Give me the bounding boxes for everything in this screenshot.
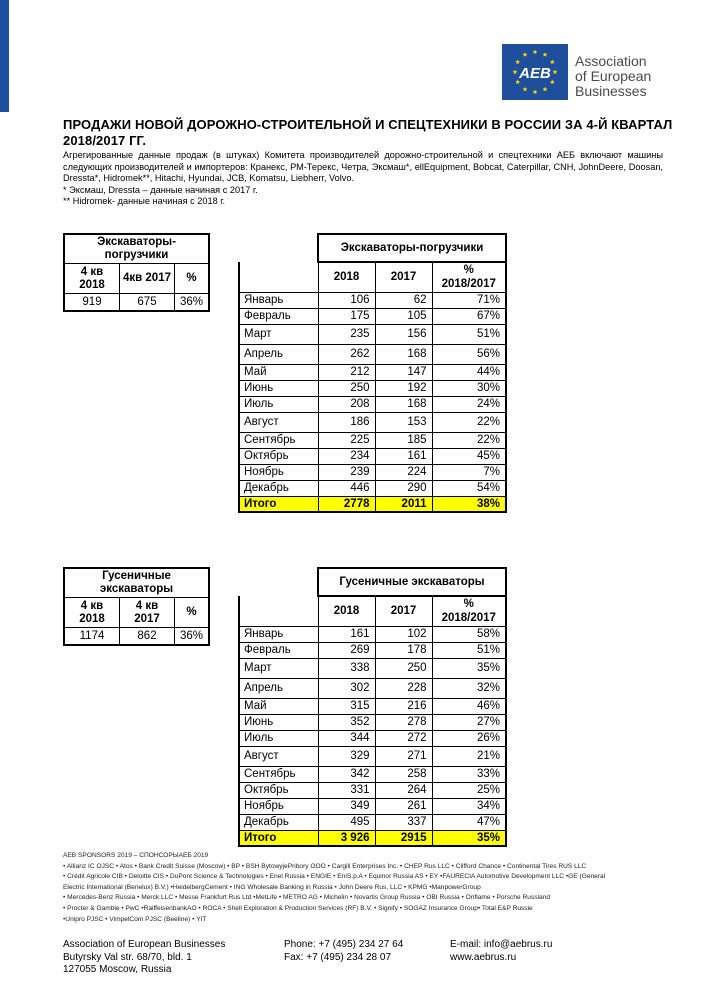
value-2017-cell: 105 [375,308,432,324]
footer-line: 127055 Moscow, Russia [63,964,172,975]
month-cell: Октябрь [239,782,318,798]
value-2018-cell: 175 [318,308,375,324]
footer-website[interactable]: www.aebrus.ru [450,951,517,963]
sponsors-line: •Unipro PJSC • VimpelCom PJSC (Beeline) • YIT [63,915,207,923]
value-2017-cell: 228 [375,678,432,698]
summary-title: Экскаваторы-погрузчики [64,234,209,264]
intro-footnote: * Эксмаш, Dressta – данные начиная с 2017 г. [63,184,258,195]
pct-cell: 21% [432,746,506,766]
month-cell: Февраль [239,642,318,658]
total-label: Итого [239,830,318,846]
pct-cell: 33% [432,766,506,782]
summary-table-crawler [63,567,210,646]
value-2018-cell: 250 [318,380,375,396]
total-row [239,830,506,846]
star-icon [523,87,528,92]
month-cell: Июнь [239,714,318,730]
total-row [239,496,506,512]
value-2017-cell: 337 [375,814,432,830]
logo-text [575,54,651,99]
value-2017-cell: 153 [375,412,432,432]
table-row [239,344,506,364]
pct-cell: 54% [432,480,506,496]
monthly-table-crawler [238,567,507,847]
table-row [239,642,506,658]
pct-cell: 46% [432,698,506,714]
table-row [239,658,506,678]
summary-header: % [175,598,210,628]
logo-line: of European [575,68,652,84]
value-2017-cell: 264 [375,782,432,798]
table-row [239,448,506,464]
month-cell: Апрель [239,678,318,698]
summary-value: 675 [120,294,175,312]
footer-phones [284,939,403,964]
month-cell: Декабрь [239,814,318,830]
star-icon [523,52,528,57]
total-value: 2915 [375,830,432,846]
star-icon [543,87,548,92]
table-row [239,730,506,746]
value-2017-cell: 102 [375,626,432,642]
month-cell: Июль [239,396,318,412]
table-row [239,746,506,766]
table-row [239,782,506,798]
star-icon [550,59,555,64]
footer-line: Butyrsky Val str. 68/70, bld. 1 [63,951,192,963]
value-2018-cell: 239 [318,464,375,480]
summary-header: 4 кв 2018 [64,264,120,294]
summary-title: Гусеничные экскаваторы [64,568,209,598]
monthly-header: % 2018/2017 [432,596,506,626]
month-cell: Сентябрь [239,432,318,448]
table-row [239,464,506,480]
total-value: 2011 [375,496,432,512]
value-2018-cell: 315 [318,698,375,714]
value-2018-cell: 302 [318,678,375,698]
value-2017-cell: 62 [375,292,432,308]
table-row [239,480,506,496]
value-2017-cell: 258 [375,766,432,782]
pct-cell: 56% [432,344,506,364]
value-2018-cell: 352 [318,714,375,730]
summary-header: 4кв 2017 [120,264,175,294]
month-cell: Март [239,324,318,344]
pct-cell: 26% [432,730,506,746]
aeb-logo [502,44,568,100]
pct-cell: 47% [432,814,506,830]
value-2018-cell: 235 [318,324,375,344]
monthly-header: 2017 [375,262,432,292]
star-icon [533,89,538,94]
star-icon [533,49,538,54]
value-2017-cell: 290 [375,480,432,496]
table-row [239,308,506,324]
footer-address [63,939,225,977]
monthly-header: 2018 [318,262,375,292]
value-2017-cell: 261 [375,798,432,814]
month-cell: Октябрь [239,448,318,464]
value-2018-cell: 342 [318,766,375,782]
value-2017-cell: 168 [375,396,432,412]
value-2018-cell: 186 [318,412,375,432]
value-2018-cell: 269 [318,642,375,658]
value-2017-cell: 147 [375,364,432,380]
value-2017-cell: 224 [375,464,432,480]
month-cell: Апрель [239,344,318,364]
value-2018-cell: 212 [318,364,375,380]
footer-line: Fax: +7 (495) 234 28 07 [284,951,392,963]
pct-cell: 58% [432,626,506,642]
intro-text [63,150,663,208]
month-cell: Июль [239,730,318,746]
monthly-header: % 2018/2017 [432,262,506,292]
table-row [239,766,506,782]
value-2018-cell: 225 [318,432,375,448]
value-2018-cell: 495 [318,814,375,830]
summary-value: 919 [64,294,120,312]
month-cell: Август [239,746,318,766]
summary-header: 4 кв 2018 [64,598,120,628]
pct-cell: 24% [432,396,506,412]
monthly-header: 2018 [318,596,375,626]
star-icon [553,69,558,74]
table-row [239,698,506,714]
monthly-title: Экскаваторы-погрузчики [318,234,506,262]
monthly-header: 2017 [375,596,432,626]
value-2018-cell: 329 [318,746,375,766]
table-row [239,324,506,344]
value-2018-cell: 161 [318,626,375,642]
pct-cell: 25% [432,782,506,798]
summary-header: 4 кв 2017 [120,598,175,628]
sponsors-line: Electric International (Benelux) B.V.) •HeidelbergCement • ING Wholesale Banking in Russia • John Deere Rus, LLC • KPMG •ManpowerGroup [63,883,481,891]
sponsors-line: AEB SPONSORS 2019 – СПОНСОРЫАЕБ 2019 [63,852,209,859]
total-value: 3 926 [318,830,375,846]
intro-paragraph: Агрегированные данные продаж (в штуках) Комитета производителей дорожно-строительной и спецтехники АЕБ включают машины следующих производителей и импортеров: Кранекс, РМ-Терекс, Четра, Эксмаш*, ellEquipment, Bobcat, Caterpillar, CNH, JohnDeere, Doosan, Dressta*, Hidromek**, Hitachi, Hyundai, JCB, Komatsu, Liebherr, Volvo. [63,150,663,183]
pct-cell: 34% [432,798,506,814]
month-cell: Июнь [239,380,318,396]
table-row [239,412,506,432]
value-2018-cell: 234 [318,448,375,464]
month-cell: Февраль [239,308,318,324]
pct-cell: 35% [432,658,506,678]
value-2018-cell: 106 [318,292,375,308]
value-2017-cell: 278 [375,714,432,730]
value-2018-cell: 344 [318,730,375,746]
sponsors-line: • Procter & Gamble • PwC •RaiffeisenbankAO • ROCA • Shell Exploration & Production Services (RF) B.V. • Signify • SOGAZ Insurance Group• Total E&P Russie [63,904,533,912]
pct-cell: 22% [432,432,506,448]
value-2017-cell: 161 [375,448,432,464]
value-2017-cell: 168 [375,344,432,364]
month-cell: Январь [239,292,318,308]
month-cell: Сентябрь [239,766,318,782]
star-icon [513,69,518,74]
summary-value: 36% [175,294,210,312]
value-2017-cell: 216 [375,698,432,714]
table-row [239,678,506,698]
value-2018-cell: 349 [318,798,375,814]
month-cell: Ноябрь [239,798,318,814]
monthly-title: Гусеничные экскаваторы [318,568,506,596]
value-2018-cell: 262 [318,344,375,364]
month-cell: Март [239,658,318,678]
value-2017-cell: 272 [375,730,432,746]
pct-cell: 71% [432,292,506,308]
intro-footnote: ** Hidromek- данные начиная с 2018 г. [63,196,226,206]
table-row [239,714,506,730]
star-icon [515,59,520,64]
value-2018-cell: 446 [318,480,375,496]
month-cell: Май [239,698,318,714]
pct-cell: 30% [432,380,506,396]
value-2017-cell: 185 [375,432,432,448]
footer-email[interactable]: E-mail: info@aebrus.ru [450,939,553,950]
pct-cell: 7% [432,464,506,480]
table-row [239,798,506,814]
total-value: 35% [432,830,506,846]
pct-cell: 45% [432,448,506,464]
pct-cell: 44% [432,364,506,380]
value-2018-cell: 208 [318,396,375,412]
logo-line: Businesses [575,83,647,99]
pct-cell: 51% [432,642,506,658]
value-2017-cell: 156 [375,324,432,344]
table-row [239,396,506,412]
summary-table-backhoe [63,233,210,312]
table-row [239,814,506,830]
value-2017-cell: 178 [375,642,432,658]
value-2017-cell: 271 [375,746,432,766]
sponsors-list [63,851,663,925]
pct-cell: 67% [432,308,506,324]
sponsors-line: • Crédit Agricole CIB • Deloitte CIS • DuPont Science & Technologies • Enel Russia • ENGIE • EniS.p.A • Equinor Russia AS • EY •FAURECIA Automotive Development LLC •GE (General [63,873,606,881]
pct-cell: 22% [432,412,506,432]
page-title: ПРОДАЖИ НОВОЙ ДОРОЖНО-СТРОИТЕЛЬНОЙ И СПЕЦТЕХНИКИ В РОССИИ ЗА 4-Й КВАРТАЛ 2018/2017 ГГ. [63,117,673,148]
month-cell: Декабрь [239,480,318,496]
value-2017-cell: 192 [375,380,432,396]
month-cell: Январь [239,626,318,642]
summary-value: 1174 [64,628,120,646]
summary-value: 862 [120,628,175,646]
pct-cell: 32% [432,678,506,698]
monthly-table-backhoe [238,233,507,513]
month-cell: Август [239,412,318,432]
value-2018-cell: 338 [318,658,375,678]
sponsors-line: • Allianz IC OJSC • Atos • Bank Credit Suisse (Moscow) • BP • BSH BytowyjePribory OOO • Cargill Enterprises Inc. • CHEP Rus LLC • Clifford Chance • Continental Tires RUS LLC [63,862,587,870]
side-accent-bar [0,0,9,112]
summary-header: % [175,264,210,294]
logo-line: Association [575,53,647,69]
table-row [239,364,506,380]
table-row [239,292,506,308]
summary-value: 36% [175,628,210,646]
total-value: 38% [432,496,506,512]
star-icon [543,52,548,57]
value-2018-cell: 331 [318,782,375,798]
table-row [239,432,506,448]
total-value: 2778 [318,496,375,512]
value-2017-cell: 250 [375,658,432,678]
pct-cell: 27% [432,714,506,730]
table-row [239,380,506,396]
sponsors-line: • Mercedes-Benz Russia • Merck LLC • Messe Frankfurt Rus Ltd •MetLife • METRO AG • Michelin • Novartis Group Russia • OBI Russia • Oriflame • Porsche Russland [63,894,550,902]
footer-line: Association of European Businesses [63,939,226,950]
footer-line: Phone: +7 (495) 234 27 64 [284,939,404,950]
total-label: Итого [239,496,318,512]
pct-cell: 51% [432,324,506,344]
footer-web [450,939,552,964]
eu-stars-icon [502,44,568,100]
table-row [239,626,506,642]
month-cell: Май [239,364,318,380]
logo-abbr: AEB [519,65,551,82]
month-cell: Ноябрь [239,464,318,480]
